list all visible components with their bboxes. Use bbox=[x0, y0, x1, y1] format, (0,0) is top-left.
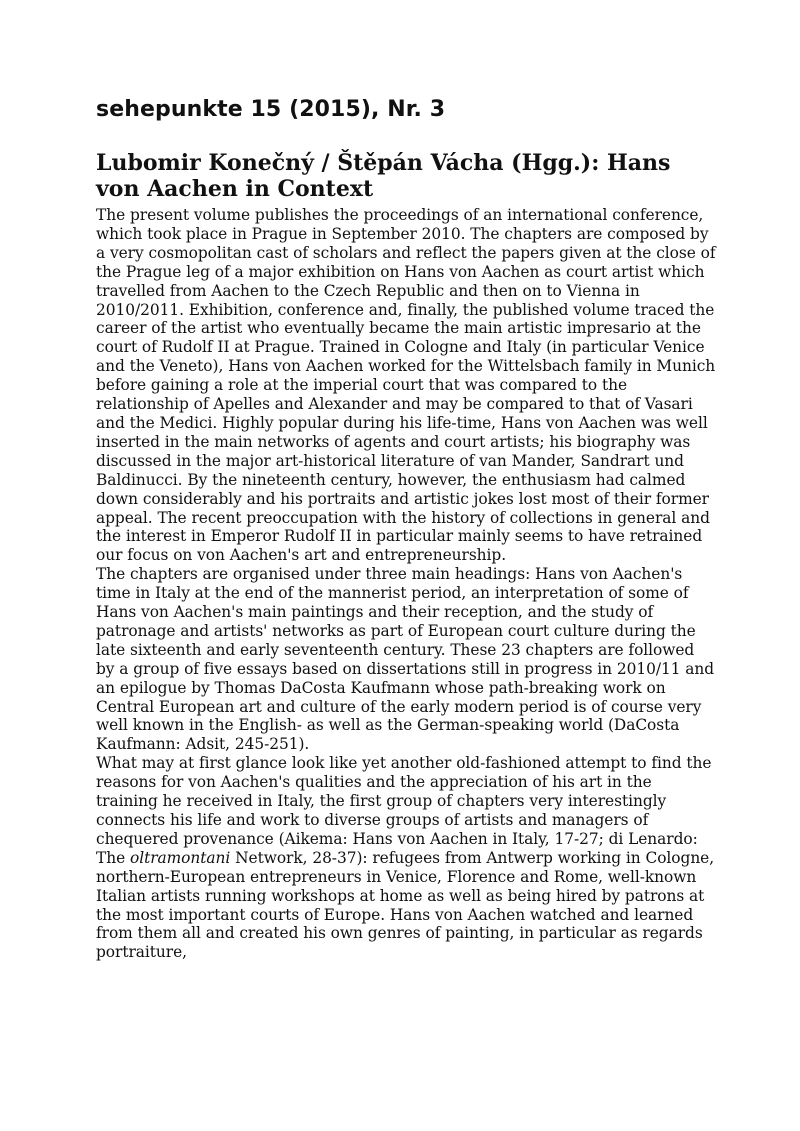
paragraph-3 bbox=[96, 754, 716, 962]
paragraph-2: The chapters are organised under three main headings: Hans von Aachen's time in Italy at the end of the mannerist period, an interpretation of some of Hans von Aachen's main paintings and their reception, and the study of patronage and artists' networks as part of European court culture during the late sixteenth and early seventeenth century. These 23 chapters are followed by a group of five essays based on dissertations still in progress in 2010/11 and an epilogue by Thomas DaCosta Kaufmann whose path-breaking work on Central European art and culture of the early modern period is of course very well known in the English- as well as the German-speaking world (DaCosta Kaufmann: Adsit, 245-251). bbox=[96, 565, 715, 754]
journal-issue-heading: sehepunkte 15 (2015), Nr. 3 bbox=[96, 97, 446, 122]
paragraph-3-italic-term: oltramontani bbox=[129, 848, 231, 867]
review-title: Lubomir Konečný / Štěpán Vácha (Hgg.): Hans von Aachen in Context bbox=[96, 150, 671, 202]
paragraph-3-text-after: Network, 28-37): refugees from Antwerp working in Cologne, northern-European entrepreneurs in Venice, Florence and Rome, well-known Italian artists running workshops at home as well as being hired by patrons at the most important courts of Europe. Hans von Aachen watched and learned from them all and created his own genres of painting, in particular as regards portraiture, bbox=[96, 848, 715, 962]
paragraph-1: The present volume publishes the proceedings of an international conference, which took place in Prague in September 2010. The chapters are composed by a very cosmopolitan cast of scholars and reflect the papers given at the close of the Prague leg of a major exhibition on Hans von Aachen as court artist which travelled from Aachen to the Czech Republic and then on to Vienna in 2010/2011. Exhibition, conference and, finally, the published volume traced the career of the artist who eventually became the main artistic impresario at the court of Rudolf II at Prague. Trained in Cologne and Italy (in particular Venice and the Veneto), Hans von Aachen worked for the Wittelsbach family in Munich before gaining a role at the imperial court that was compared to the relationship of Apelles and Alexander and may be compared to that of Vasari and the Medici. Highly popular during his life-time, Hans von Aachen was well inserted in the main networks of agents and court artists; his biography was discussed in the major art-historical literature of van Mander, Sandrart und Baldinucci. By the nineteenth century, however, the enthusiasm had calmed down considerably and his portraits and artistic jokes lost most of their former appeal. The recent preoccupation with the history of collections in general and the interest in Emperor Rudolf II in particular mainly seems to have retrained our focus on von Aachen's art and entrepreneurship. bbox=[96, 206, 716, 565]
review-body bbox=[96, 206, 716, 962]
document-page bbox=[96, 96, 716, 962]
paragraph-3-text-before: What may at first glance look like yet another old-fashioned attempt to find the reasons for von Aachen's qualities and the appreciation of his art in the training he received in Italy, the first group of chapters very interestingly connects his life and work to diverse groups of artists and managers of chequered provenance (Aikema: Hans von Aachen in Italy, 17-27; di Lenardo: The bbox=[96, 754, 712, 867]
